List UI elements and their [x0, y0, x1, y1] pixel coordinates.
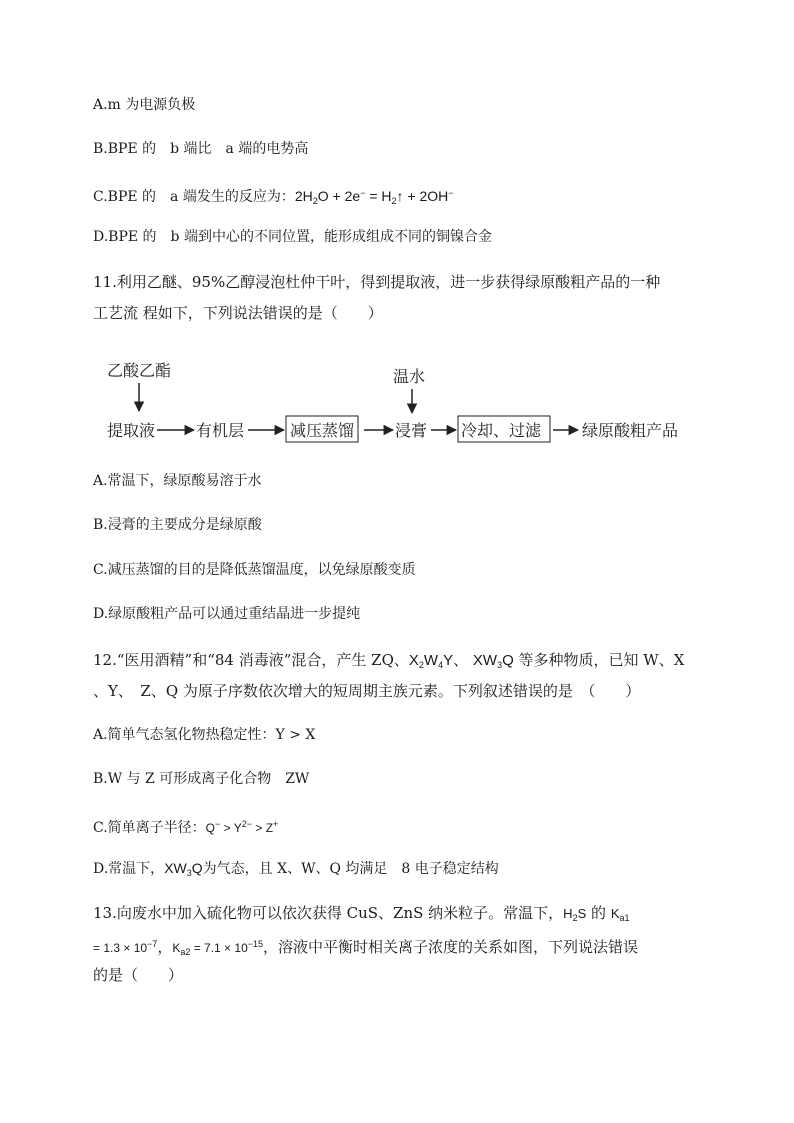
option-12d: D.常温下，$XW_3Q$为气态，且 X、W、Q 均满足 8 电子稳定结构 [93, 860, 499, 878]
question-11-stem: 11.利用乙醚、95%乙醇浸泡杜仲干叶，得到提取液，进一步获得绿原酸粗产品的一种 [93, 273, 661, 291]
node-organic-layer: 有机层 [196, 421, 245, 440]
reagent-ethyl-acetate: 乙酸乙酯 [107, 361, 172, 380]
option-10a: A.m 为电源负极 [93, 97, 196, 113]
node-cool-filter: 冷却、过滤 [461, 421, 542, 440]
node-crude-product: 绿原酸粗产品 [582, 421, 679, 440]
ka2-value: $K_{a2} = 7.1 \times 10^{-15}$ [172, 939, 264, 957]
node-vacuum-distill: 减压蒸馏 [290, 421, 355, 440]
box-distill [286, 416, 358, 442]
formula-h2s: $H_2S$ [563, 906, 587, 923]
reaction-equation: $2H_2O + 2e^-$ = $H_2↑ + 2OH^-$ [294, 188, 454, 206]
question-12-stem-cont: 、Y、 Z、Q 为原子序数依次增大的短周期主族元素。下列叙述错误的是 （ ） [93, 682, 641, 700]
question-12-stem: 12.“医用酒精”和“84 消毒液”混合，产生 ZQ、$X_2W_4Y$、 $XW_3Q$ 等多种物质，已知 W、X [93, 651, 685, 670]
option-10d: D.BPE 的 b 端到中心的不同位置，能形成组成不同的铜镍合金 [93, 229, 492, 245]
ka1-label: $K_{a1}$ [610, 906, 630, 923]
box-cool-filter [458, 416, 550, 442]
option-12c: C.简单离子半径：$Q^- > Y^{2-} > Z^+$ [93, 819, 279, 836]
option-11a: A.常温下，绿原酸易溶于水 [93, 473, 262, 489]
question-13-stem-end: 的是（ ） [93, 966, 184, 984]
reagent-warm-water: 温水 [393, 367, 426, 386]
node-extract: 提取液 [107, 421, 156, 440]
option-10c: C.BPE 的 a 端发生的反应为：$2H_2O + 2e^-$ = $H_2↑ + 2OH^-$ [93, 188, 454, 206]
question-11-stem-cont: 工艺流 程如下，下列说法错误的是（ ） [93, 304, 383, 322]
option-10b: B.BPE 的 b 端比 a 端的电势高 [93, 141, 309, 157]
question-13-stem-cont: = $1.3 \times 10^{-7}$，$K_{a2} = 7.1 \times 10^{-15}$，溶液中平衡时相关离子浓度的关系如图，下列说法错误 [93, 938, 639, 957]
node-paste: 浸膏 [395, 421, 428, 440]
formula-x2w4y: $X_2W_4Y$ [408, 652, 454, 670]
formula-xw3q-d: $XW_3Q$ [164, 860, 203, 878]
option-12b: B.W 与 Z 可形成离子化合物 ZW [93, 771, 310, 787]
option-11c: C.减压蒸馏的目的是降低蒸馏温度，以免绿原酸变质 [93, 562, 416, 578]
ion-radius-relation: $Q^- > Y^{2-} > Z^+$ [205, 819, 279, 835]
option-11b: B.浸膏的主要成分是绿原酸 [93, 517, 262, 533]
question-13-stem: 13.向废水中加入硫化物可以依次获得 CuS、ZnS 纳米粒子。常温下，$H_2S$ 的 $K_{a1}$ [93, 904, 630, 923]
ka1-value: = $1.3 \times 10^{-7}$ [93, 939, 158, 955]
formula-xw3q: $XW_3Q$ [472, 652, 514, 670]
option-12a: A.简单气态氢化物热稳定性：Y > X [93, 727, 316, 743]
option-11d: D.绿原酸粗产品可以通过重结晶进一步提纯 [93, 606, 361, 622]
